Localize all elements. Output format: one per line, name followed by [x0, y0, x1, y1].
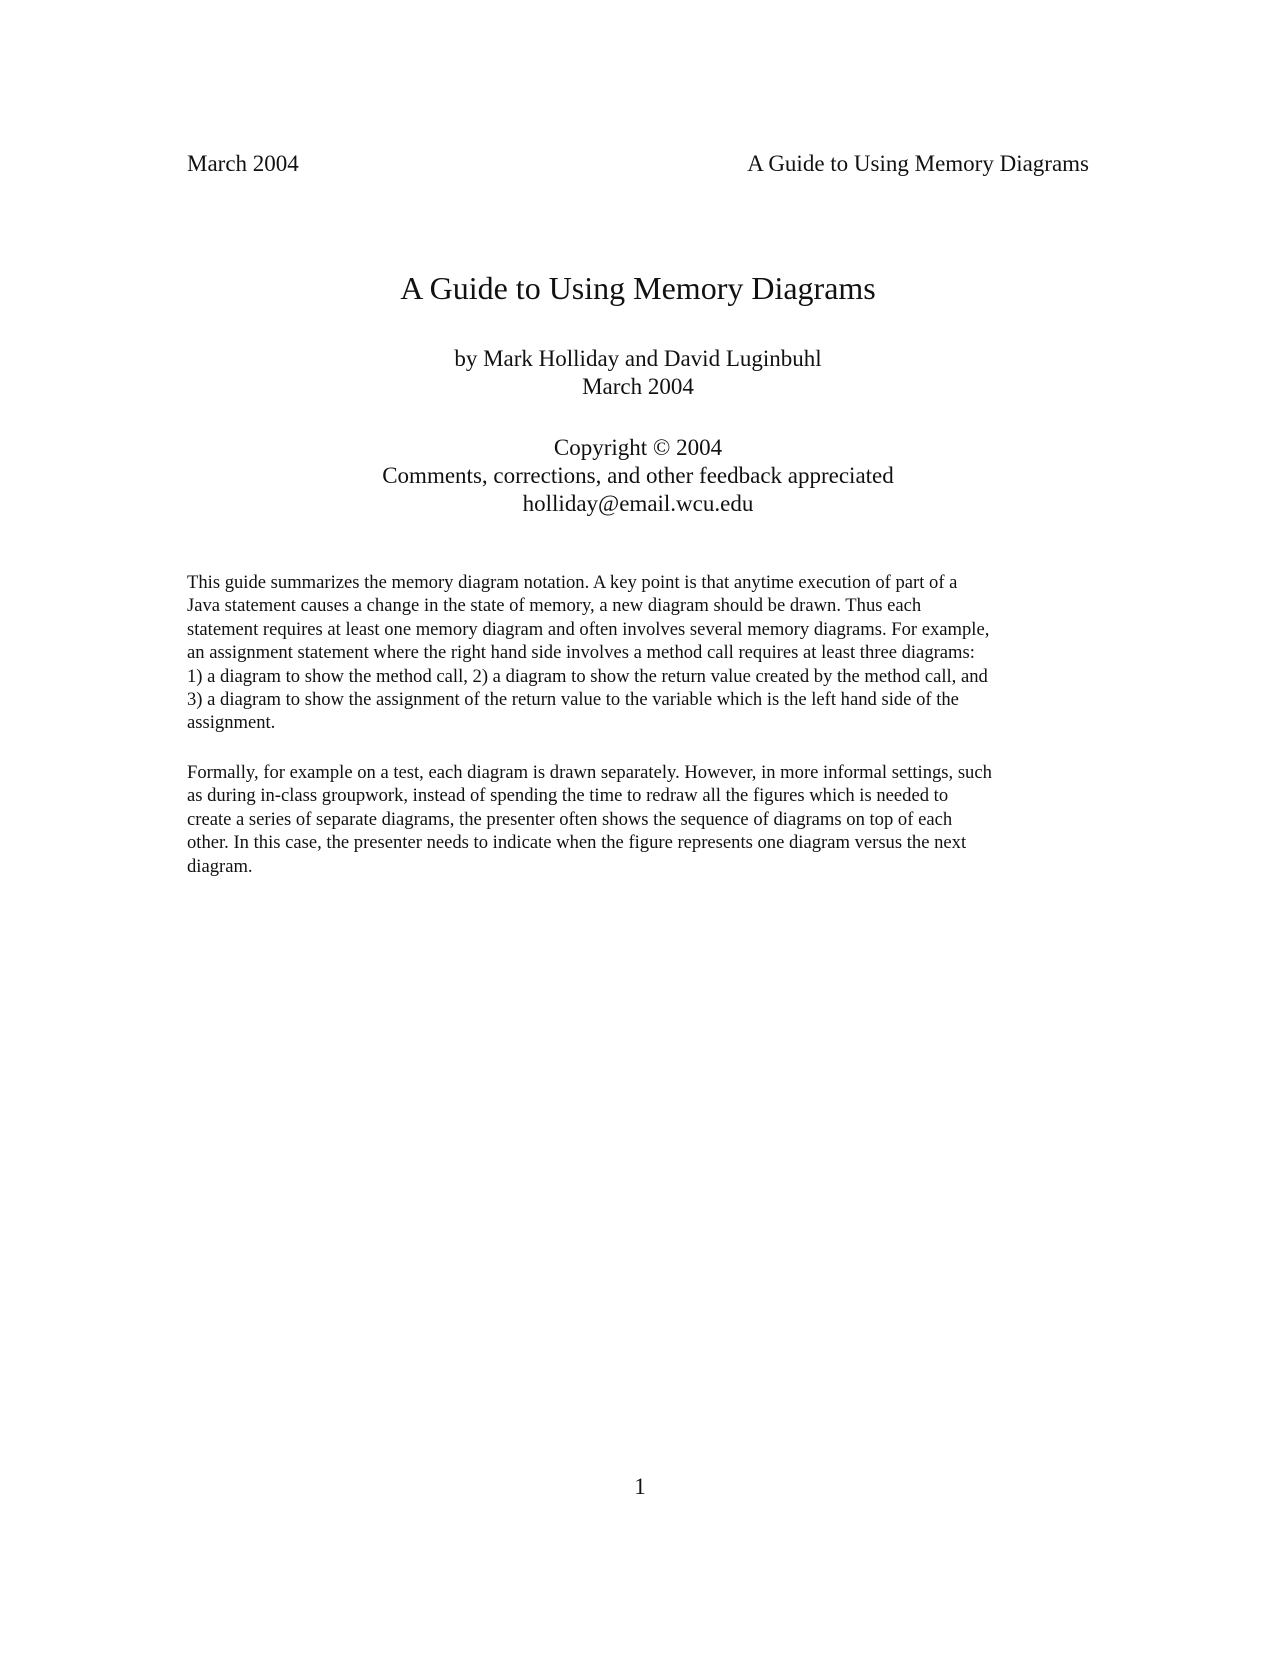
paragraph-line: other. In this case, the presenter needs to indicate when the figure represents one diagram versus the next: [187, 832, 967, 854]
paragraph-1: [187, 571, 1099, 735]
contact-email: holliday@email.wcu.edu: [522, 491, 754, 516]
header-date: March 2004: [187, 151, 299, 176]
publication-date: March 2004: [582, 374, 694, 399]
paragraph-line: This guide summarizes the memory diagram notation. A key point is that anytime execution of part of a: [187, 572, 958, 593]
document-title: A Guide to Using Memory Diagrams: [400, 270, 876, 306]
header-title: A Guide to Using Memory Diagrams: [747, 151, 1089, 176]
paragraph-line: Formally, for example on a test, each diagram is drawn separately. However, in more informal settings, such: [187, 762, 992, 783]
paragraph-2: [187, 761, 1099, 878]
paragraph-line: create a series of separate diagrams, the presenter often shows the sequence of diagrams on top of each: [187, 808, 953, 830]
page-number: 1: [634, 1474, 646, 1499]
paragraph-line: assignment.: [187, 712, 276, 734]
paragraph-line: as during in-class groupwork, instead of spending the time to redraw all the figures which is needed to: [187, 785, 949, 807]
byline: [187, 345, 1089, 401]
authors: by Mark Holliday and David Luginbuhl: [454, 346, 822, 371]
running-header: [187, 150, 1089, 178]
feedback-request: Comments, corrections, and other feedback appreciated: [382, 463, 894, 488]
paragraph-line: an assignment statement where the right hand side involves a method call requires at least three diagrams:: [187, 642, 975, 664]
copyright-block: [187, 434, 1089, 518]
paragraph-line: 1) a diagram to show the method call, 2) a diagram to show the return value created by the method call, and: [187, 665, 988, 687]
copyright-notice: Copyright © 2004: [553, 435, 723, 460]
paragraph-line: diagram.: [187, 855, 253, 877]
paragraph-line: 3) a diagram to show the assignment of the return value to the variable which is the left hand side of the: [187, 689, 959, 711]
paragraph-line: Java statement causes a change in the state of memory, a new diagram should be drawn. Thus each: [187, 595, 922, 617]
paragraph-line: statement requires at least one memory diagram and often involves several memory diagrams. For example,: [187, 618, 990, 640]
